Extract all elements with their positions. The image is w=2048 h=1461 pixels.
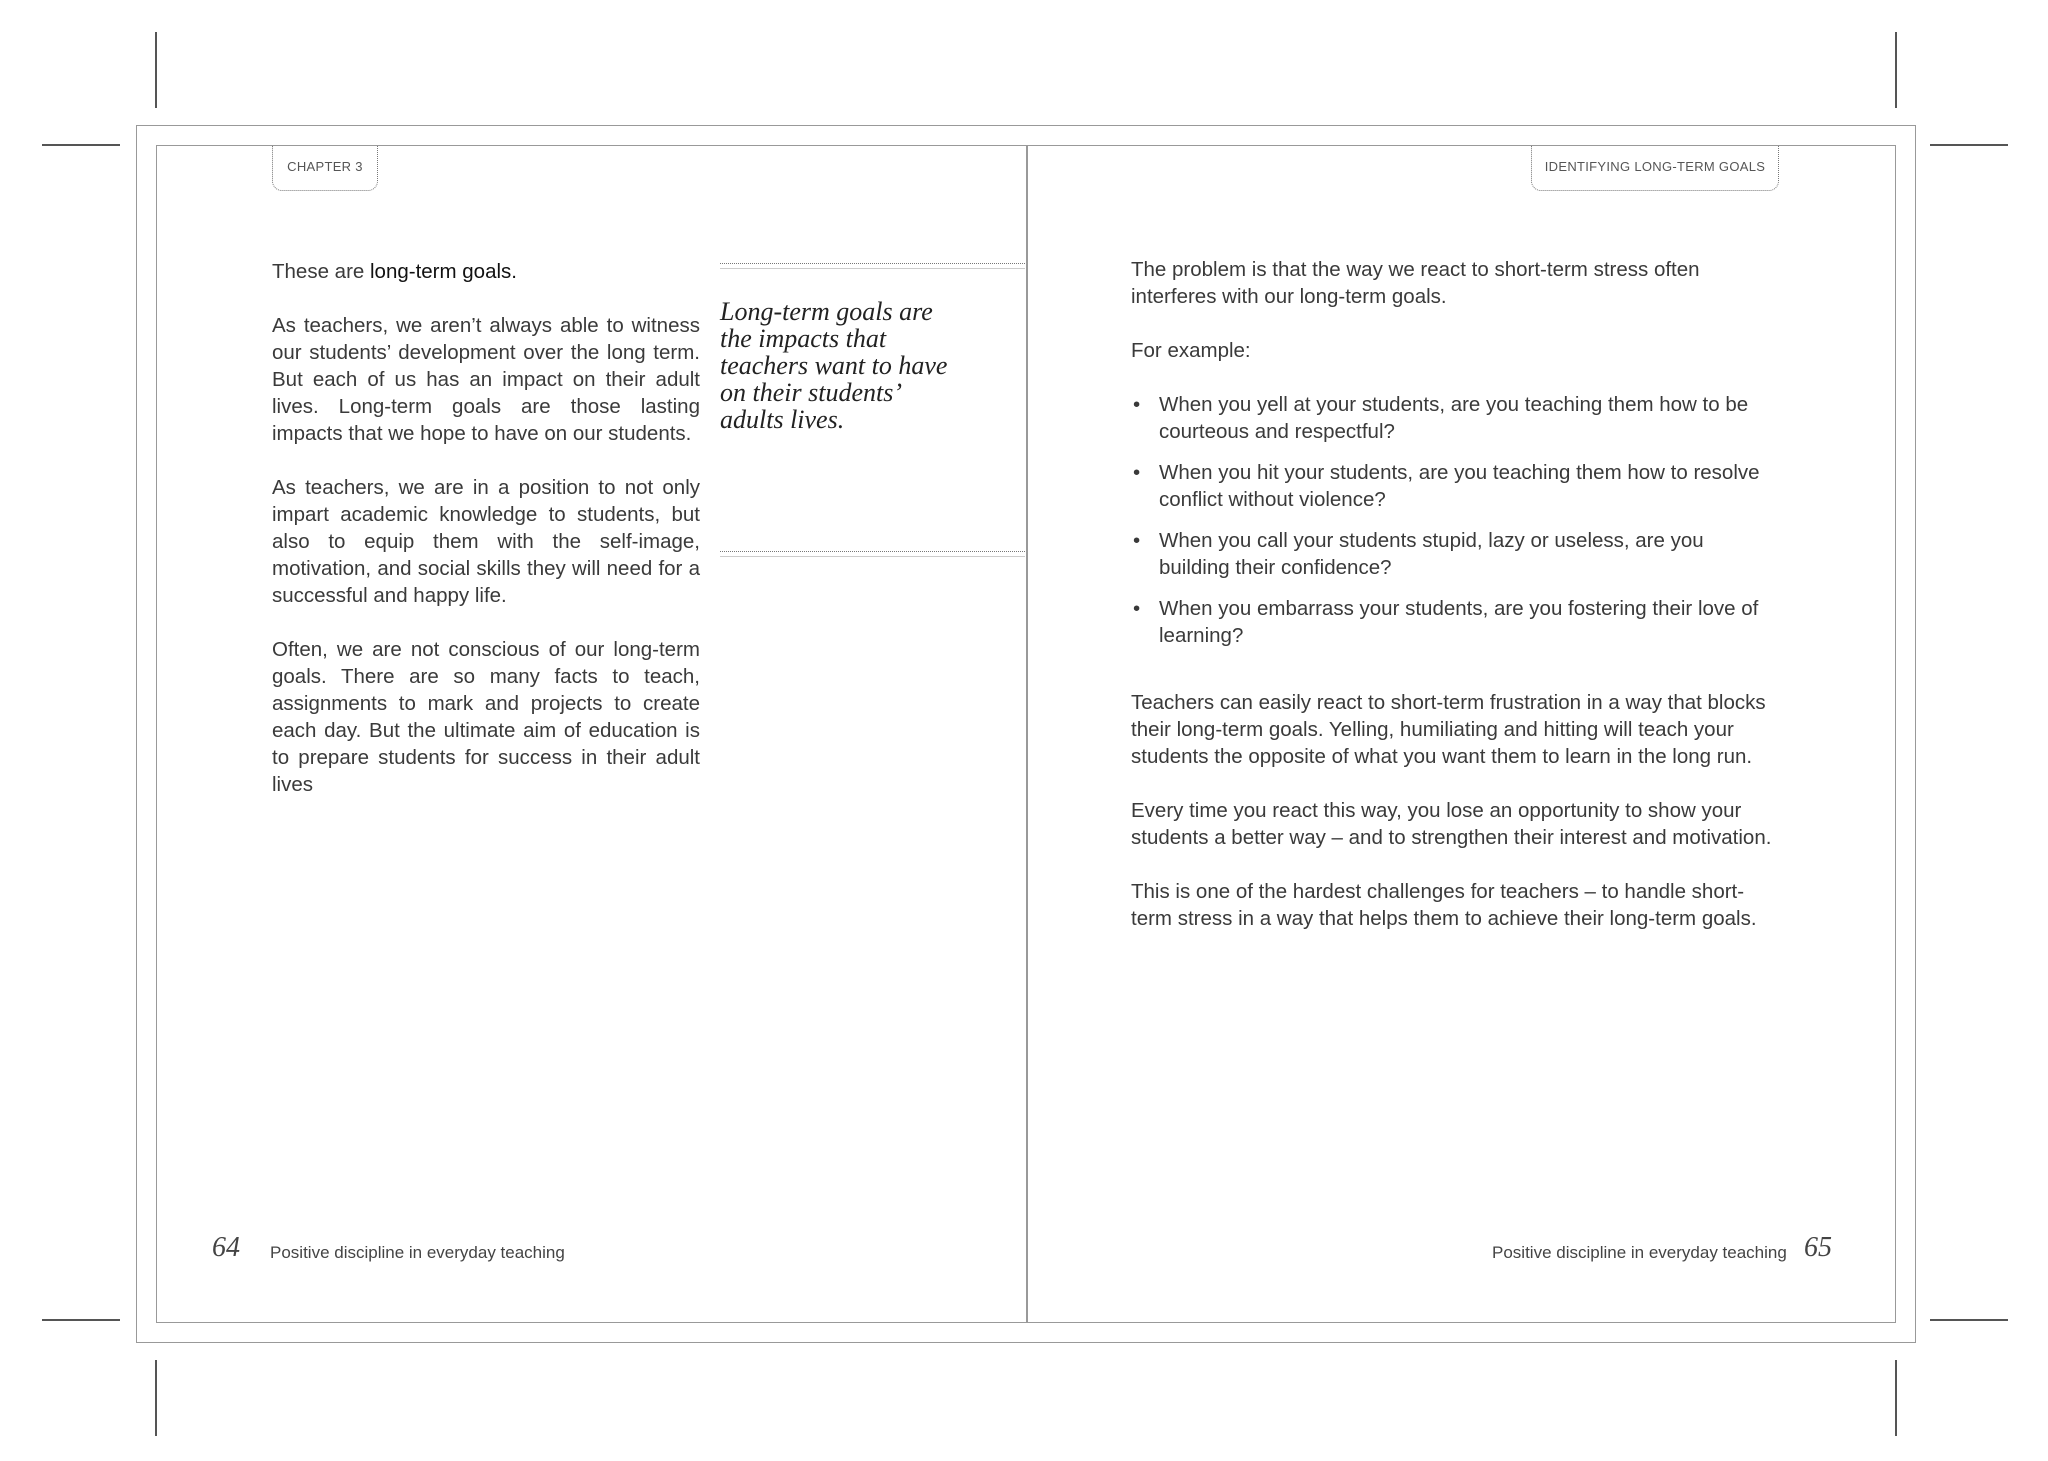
left-running-footer: Positive discipline in everyday teaching [270, 1243, 565, 1262]
chapter-label: CHAPTER 3 [287, 158, 363, 174]
left-page-body [272, 258, 700, 825]
crop-mark [1930, 144, 2008, 146]
bullet-icon: • [1133, 461, 1141, 484]
intro-prefix: These are [272, 260, 370, 283]
crop-mark [1895, 32, 1897, 108]
example-label: For example: [1131, 339, 1251, 362]
right-running-footer: Positive discipline in everyday teaching [1492, 1243, 1787, 1262]
section-label: IDENTIFYING LONG-TERM GOALS [1544, 158, 1766, 174]
crop-mark [155, 1360, 157, 1436]
left-page-number: 64 [212, 1232, 240, 1263]
list-item: • When you call your students stupid, lazy or useless, are you building their confidence? [1133, 529, 1704, 579]
body-paragraph: As teachers, we aren’t always able to witness our students’ development over the long term. But each of us has an impact on their adult lives. Long-term goals are those lasting impacts that we hope to have on our students. [272, 314, 700, 445]
right-page-body [1131, 256, 1777, 959]
pull-quote: Long-term goals are the impacts that teachers want to have on their students’ adults lives. [720, 297, 948, 434]
crop-mark [1895, 1360, 1897, 1436]
section-tab [1531, 146, 1779, 191]
pull-quote-top-rule [720, 263, 1025, 269]
body-paragraph: As teachers, we are in a position to not only impart academic knowledge to students, but also to equip them with the self-image, motivation, and social skills they will need for a successful and happy life. [272, 476, 700, 607]
body-paragraph: Often, we are not conscious of our long-term goals. There are so many facts to teach, assignments to mark and projects to create each day. But the ultimate aim of education is to prepare students for success in their adult lives [272, 638, 700, 796]
crop-mark [42, 144, 120, 146]
body-paragraph: Teachers can easily react to short-term frustration in a way that blocks their long-term goals. Yelling, humiliating and hitting will teach your students the opposite of what you want them to learn in the long run. [1131, 691, 1766, 768]
intro-line [272, 258, 700, 285]
bullet-icon: • [1133, 529, 1141, 552]
chapter-tab [272, 146, 378, 191]
bullet-icon: • [1133, 597, 1141, 620]
crop-mark [155, 32, 157, 108]
intro-emphasis: long-term goals. [370, 260, 517, 283]
bullet-icon: • [1133, 393, 1141, 416]
example-list [1131, 391, 1777, 649]
list-item: • When you hit your students, are you teaching them how to resolve conflict without violence? [1133, 461, 1760, 511]
crop-mark [42, 1319, 120, 1321]
right-page-number: 65 [1804, 1232, 1832, 1263]
crop-mark [1930, 1319, 2008, 1321]
book-spine [1026, 145, 1028, 1323]
pull-quote-bottom-rule [720, 551, 1025, 557]
body-paragraph: This is one of the hardest challenges for teachers – to handle short-term stress in a way that helps them to achieve their long-term goals. [1131, 880, 1757, 930]
body-paragraph: Every time you react this way, you lose an opportunity to show your students a better way – and to strengthen their interest and motivation. [1131, 799, 1772, 849]
list-item: • When you yell at your students, are you teaching them how to be courteous and respectful? [1133, 393, 1749, 443]
list-item: • When you embarrass your students, are you fostering their love of learning? [1133, 597, 1759, 647]
body-paragraph: The problem is that the way we react to short-term stress often interferes with our long-term goals. [1131, 258, 1700, 308]
